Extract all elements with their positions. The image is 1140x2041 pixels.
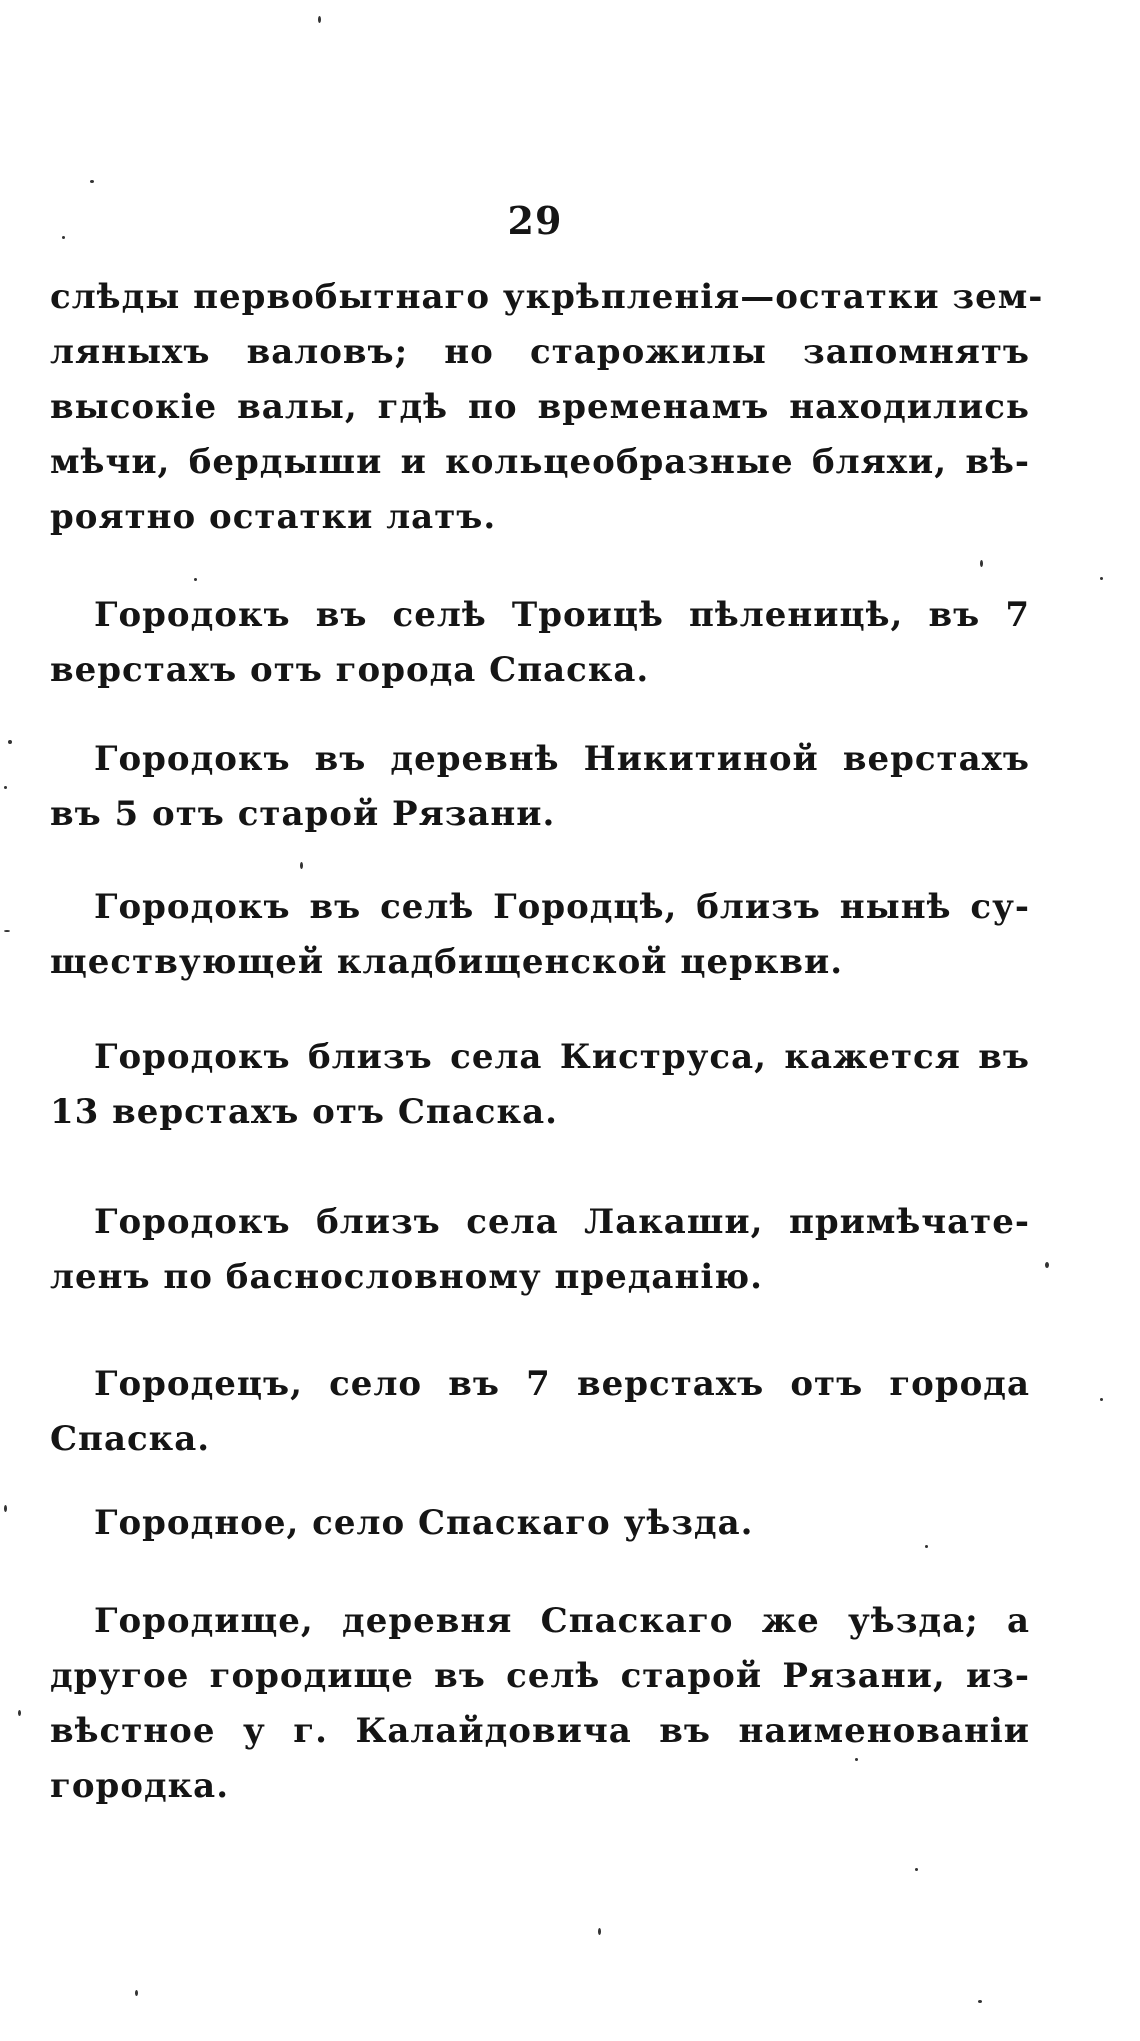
scan-speck <box>915 1868 918 1871</box>
scan-speck <box>980 560 983 567</box>
paragraph-gorodok-lakashi <box>50 1195 1030 1305</box>
text-line: Городное, село Спаскаго уѣзда. <box>94 1503 754 1543</box>
text-line: Спаска. <box>50 1419 211 1459</box>
text-line: Городокъ въ деревнѣ Никитиной верстахъ <box>94 739 1030 779</box>
text-line: ляныхъ валовъ; но старожилы запомнятъ <box>50 332 1030 372</box>
text-line: Городокъ въ селѣ Троицѣ пѣленицѣ, въ 7 <box>94 595 1030 635</box>
text-line: слѣды первобытнаго укрѣпленія—остатки зем- <box>50 277 1044 317</box>
text-line: вѣстное у г. Калайдовича въ наименованіи <box>50 1711 1030 1751</box>
text-line: Городокъ близъ села Лакаши, примѣчате- <box>94 1202 1030 1242</box>
scan-speck <box>598 1928 601 1935</box>
scan-speck <box>194 578 197 581</box>
page-number: 29 <box>507 198 563 243</box>
text-line: городка. <box>50 1766 230 1806</box>
scan-speck <box>135 1990 138 1996</box>
paragraph-gorodische <box>50 1594 1030 1814</box>
scan-speck <box>4 1505 7 1512</box>
text-line: ленъ по баснословному преданію. <box>50 1257 763 1297</box>
text-line: роятно остатки латъ. <box>50 497 497 537</box>
scan-speck <box>1100 1398 1103 1401</box>
scan-speck <box>8 740 12 744</box>
paragraph-gorodok-nikitinoy <box>50 732 1030 842</box>
text-line: другое городище въ селѣ старой Рязани, из- <box>50 1656 1030 1696</box>
text-line: ществующей кладбищенской церкви. <box>50 942 844 982</box>
scan-speck <box>62 236 65 239</box>
scan-speck <box>4 930 10 932</box>
text-line: Городокъ въ селѣ Городцѣ, близъ нынѣ су- <box>94 887 1030 927</box>
paragraph-gorodets <box>50 1357 1030 1467</box>
text-line: мѣчи, бердыши и кольцеобразные бляхи, вѣ- <box>50 442 1030 482</box>
paragraph-continuation <box>50 270 1044 545</box>
scan-speck <box>978 2000 982 2003</box>
paragraph-gorodok-gorodtse <box>50 880 1030 990</box>
paragraph-gorodok-kistrusa <box>50 1030 1030 1140</box>
text-line: верстахъ отъ города Спаска. <box>50 650 650 690</box>
scan-speck <box>1100 577 1103 580</box>
paragraph-gorodok-troitse <box>50 588 1030 698</box>
text-line: въ 5 отъ старой Рязани. <box>50 794 556 834</box>
scan-speck <box>1045 1262 1049 1268</box>
text-line: Городецъ, село въ 7 верстахъ отъ города <box>94 1364 1030 1404</box>
scan-speck <box>300 862 303 869</box>
text-line: 13 верстахъ отъ Спаска. <box>50 1092 558 1132</box>
text-line: Городокъ близъ села Киструса, кажется въ <box>94 1037 1030 1077</box>
text-line: высокіе валы, гдѣ по временамъ находились <box>50 387 1030 427</box>
scan-speck <box>90 180 94 183</box>
scan-speck <box>18 1710 21 1716</box>
scan-speck <box>318 16 321 23</box>
scan-speck <box>855 1758 858 1761</box>
paragraph-gorodnoe <box>50 1496 1030 1551</box>
scan-speck <box>925 1545 928 1548</box>
text-line: Городище, деревня Спаскаго же уѣзда; а <box>94 1601 1030 1641</box>
scan-speck <box>4 786 7 789</box>
